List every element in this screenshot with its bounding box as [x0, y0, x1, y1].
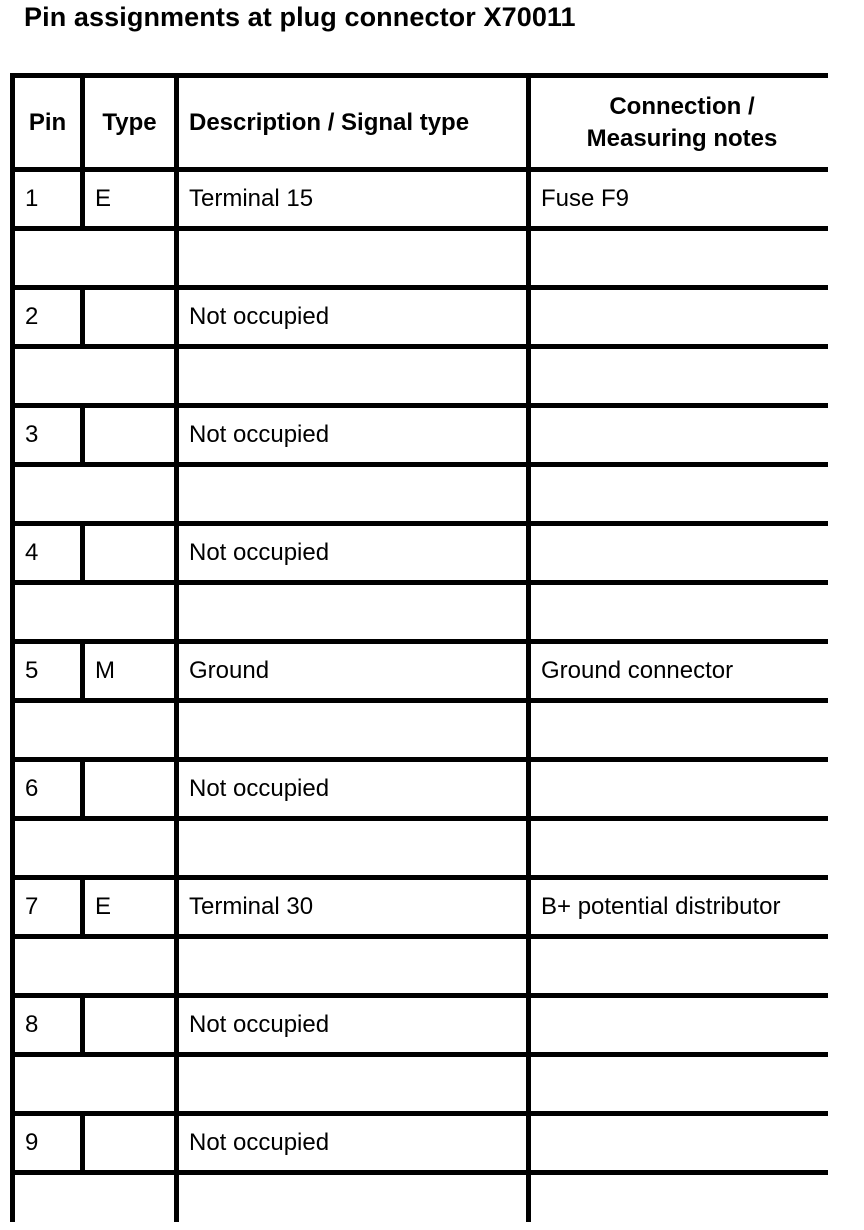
- type-cell: [85, 1116, 174, 1170]
- spacer-cell: [179, 349, 526, 403]
- pin-cell: 7: [15, 880, 80, 934]
- pin-cell: 8: [15, 998, 80, 1052]
- type-cell: [85, 998, 174, 1052]
- spacer-cell: [15, 1175, 174, 1229]
- pin-cell: 5: [15, 644, 80, 698]
- connection-cell: B+ potential distributor: [531, 880, 833, 934]
- spacer-cell: [531, 1057, 833, 1111]
- spacer-cell: [179, 231, 526, 285]
- spacer-cell: [179, 821, 526, 875]
- type-cell: E: [85, 172, 174, 226]
- description-cell: Terminal 15: [179, 172, 526, 226]
- description-cell: Not occupied: [179, 762, 526, 816]
- spacer-cell: [531, 821, 833, 875]
- spacer-cell: [531, 231, 833, 285]
- description-cell: Not occupied: [179, 1116, 526, 1170]
- connection-cell: [531, 762, 833, 816]
- header-description: Description / Signal type: [179, 78, 526, 167]
- spacer-cell: [531, 939, 833, 993]
- pin-cell: 3: [15, 408, 80, 462]
- connection-cell: [531, 408, 833, 462]
- page-title: Pin assignments at plug connector X70011: [24, 2, 576, 32]
- type-cell: [85, 762, 174, 816]
- spacer-cell: [179, 585, 526, 639]
- description-cell: Terminal 30: [179, 880, 526, 934]
- spacer-cell: [15, 467, 174, 521]
- spacer-cell: [179, 939, 526, 993]
- type-cell: [85, 290, 174, 344]
- spacer-cell: [15, 939, 174, 993]
- connection-cell: [531, 1116, 833, 1170]
- spacer-cell: [179, 1175, 526, 1229]
- connection-cell: Fuse F9: [531, 172, 833, 226]
- header-connection-line1: Connection /: [609, 92, 755, 120]
- pin-cell: 9: [15, 1116, 80, 1170]
- connection-cell: [531, 290, 833, 344]
- pin-cell: 1: [15, 172, 80, 226]
- pin-table: [10, 73, 828, 1222]
- description-cell: Not occupied: [179, 408, 526, 462]
- pin-cell: 6: [15, 762, 80, 816]
- type-cell: [85, 526, 174, 580]
- description-cell: Ground: [179, 644, 526, 698]
- spacer-cell: [531, 349, 833, 403]
- pin-cell: 2: [15, 290, 80, 344]
- spacer-cell: [531, 585, 833, 639]
- connection-cell: [531, 526, 833, 580]
- spacer-cell: [179, 467, 526, 521]
- spacer-cell: [15, 585, 174, 639]
- type-cell: E: [85, 880, 174, 934]
- description-cell: Not occupied: [179, 998, 526, 1052]
- type-cell: M: [85, 644, 174, 698]
- spacer-cell: [531, 467, 833, 521]
- spacer-cell: [531, 1175, 833, 1229]
- spacer-cell: [15, 703, 174, 757]
- description-cell: Not occupied: [179, 290, 526, 344]
- description-cell: Not occupied: [179, 526, 526, 580]
- header-pin: Pin: [15, 78, 80, 167]
- connection-cell: Ground connector: [531, 644, 833, 698]
- spacer-cell: [15, 349, 174, 403]
- spacer-cell: [15, 1057, 174, 1111]
- spacer-cell: [179, 703, 526, 757]
- header-type: Type: [85, 78, 174, 167]
- header-connection: [531, 78, 833, 167]
- connection-cell: [531, 998, 833, 1052]
- pin-cell: 4: [15, 526, 80, 580]
- spacer-cell: [15, 231, 174, 285]
- spacer-cell: [531, 703, 833, 757]
- spacer-cell: [15, 821, 174, 875]
- type-cell: [85, 408, 174, 462]
- spacer-cell: [179, 1057, 526, 1111]
- header-connection-line2: Measuring notes: [586, 124, 778, 152]
